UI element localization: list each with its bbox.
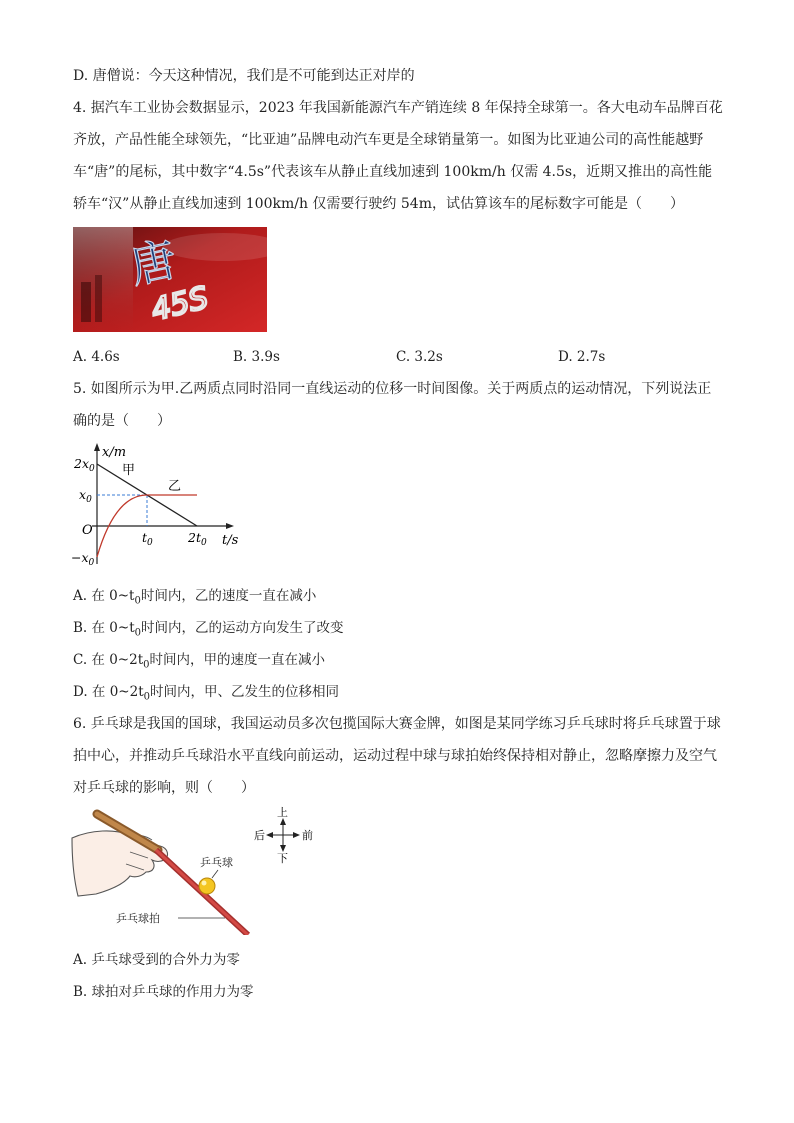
x-tick-2t0-sub: 0 xyxy=(200,538,207,548)
xt-graph xyxy=(70,440,245,570)
y-tick-x0-sub: 0 xyxy=(86,495,92,505)
svg-text:−x0 xyxy=(71,550,95,568)
x-tick-2t0: 2t xyxy=(188,530,201,545)
ping-pong-figure xyxy=(70,800,345,935)
q4-option-a: A. 4.6s xyxy=(73,349,120,365)
svg-text:2x0 xyxy=(73,456,95,474)
compass-up: 上 xyxy=(277,806,288,819)
q4-option-c: C. 3.2s xyxy=(396,349,443,365)
q6-line-1: 6. 乒乓球是我国的国球，我国运动员多次包揽国际大赛金牌，如图是某同学练习乒乓球时将乒乓球置于球 xyxy=(73,716,721,732)
x-axis-arrow xyxy=(226,523,234,529)
ball-label: 乒乓球 xyxy=(200,856,233,869)
q6-line-2: 拍中心，并推动乒乓球沿水平直线向前运动，运动过程中球与球拍始终保持相对静止，忽略摩擦力及空气 xyxy=(73,748,717,764)
q5-option-a xyxy=(73,586,316,606)
x-axis-label: t/s xyxy=(222,533,239,548)
q4-line-2: 齐放，产品性能全球领先，“比亚迪”品牌电动汽车更是全球销量第一。如图为比亚迪公司的高性能越野 xyxy=(73,132,704,148)
q5-option-c-prefix: C. 在 0~2t xyxy=(73,652,144,668)
origin-label: O xyxy=(82,523,93,538)
svg-text:x0 xyxy=(79,487,92,505)
q5-line-2: 确的是（ ） xyxy=(73,413,171,429)
compass-down: 下 xyxy=(277,852,288,865)
y-tick-neg-x0: −x xyxy=(71,550,89,565)
svg-text:t0 xyxy=(142,530,153,548)
q4-line-4: 轿车“汉”从静止直线加速到 100km/h 仅需要行驶约 54m，试估算该车的尾标数字可能是（ ） xyxy=(73,196,684,212)
q5-option-a-prefix: A. 在 0~t xyxy=(73,588,135,604)
q5-option-b-prefix: B. 在 0~t xyxy=(73,620,135,636)
series-jia-label: 甲 xyxy=(122,463,136,478)
y-axis-arrow xyxy=(94,443,100,451)
q5-option-d-sub: 0 xyxy=(143,691,151,703)
q4-option-d: D. 2.7s xyxy=(558,349,606,365)
hand-illustration xyxy=(72,831,167,896)
q5-option-b xyxy=(73,618,344,638)
q5-option-d-text: 时间内，甲、乙发生的位移相同 xyxy=(150,684,340,700)
car-badge-photo xyxy=(73,227,267,332)
q5-option-c-text: 时间内，甲的速度一直在减小 xyxy=(149,652,326,668)
q6-line-3: 对乒乓球的影响，则（ ） xyxy=(73,780,255,796)
y-tick-2x0-sub: 0 xyxy=(89,464,95,474)
y-tick-neg-x0-sub: 0 xyxy=(88,558,95,568)
y-axis-label: x/m xyxy=(102,445,127,460)
q5-option-a-sub: 0 xyxy=(134,595,141,607)
q4-line-3: 车“唐”的尾标，其中数字“4.5s”代表该车从静止直线加速到 100km/h 仅需 4.5s，近期又推出的高性能 xyxy=(73,164,713,180)
q5-option-b-text: 时间内，乙的运动方向发生了改变 xyxy=(141,620,344,636)
y-tick-x0: x xyxy=(79,487,87,502)
q6-option-b: B. 球拍对乒乓球的作用力为零 xyxy=(73,984,254,1000)
q5-option-d xyxy=(73,682,339,702)
badge-chinese-char: 唐 xyxy=(125,231,182,295)
compass-front: 前 xyxy=(302,829,313,842)
q5-option-a-text: 时间内，乙的速度一直在减小 xyxy=(140,588,317,604)
series-yi-label: 乙 xyxy=(168,479,182,494)
badge-number: 45S xyxy=(147,280,212,329)
q5-line-1: 5. 如图所示为甲.乙两质点同时沿同一直线运动的位移一时间图像。关于两质点的运动情况，下列说法正 xyxy=(73,381,712,397)
q5-option-b-sub: 0 xyxy=(134,627,141,639)
direction-compass xyxy=(254,805,313,865)
svg-text:2t0 xyxy=(187,530,207,548)
ping-pong-ball xyxy=(199,878,215,894)
q6-option-a: A. 乒乓球受到的合外力为零 xyxy=(73,952,240,968)
y-tick-2x0: 2x xyxy=(74,456,90,471)
paddle-label: 乒乓球拍 xyxy=(116,912,160,925)
q4-line-1: 4. 据汽车工业协会数据显示，2023 年我国新能源汽车产销连续 8 年保持全球第一。各大电动车品牌百花 xyxy=(73,100,723,116)
x-tick-t0-sub: 0 xyxy=(147,538,153,548)
q5-option-c xyxy=(73,650,325,670)
prev-question-option-d: D. 唐僧说：今天这种情况，我们是不可能到达正对岸的 xyxy=(73,68,415,84)
q5-option-c-sub: 0 xyxy=(143,659,150,671)
x-tick-t0: t xyxy=(142,530,148,545)
q4-option-b: B. 3.9s xyxy=(233,349,280,365)
q5-option-d-prefix: D. 在 0~2t xyxy=(73,684,144,700)
compass-back: 后 xyxy=(254,829,265,842)
